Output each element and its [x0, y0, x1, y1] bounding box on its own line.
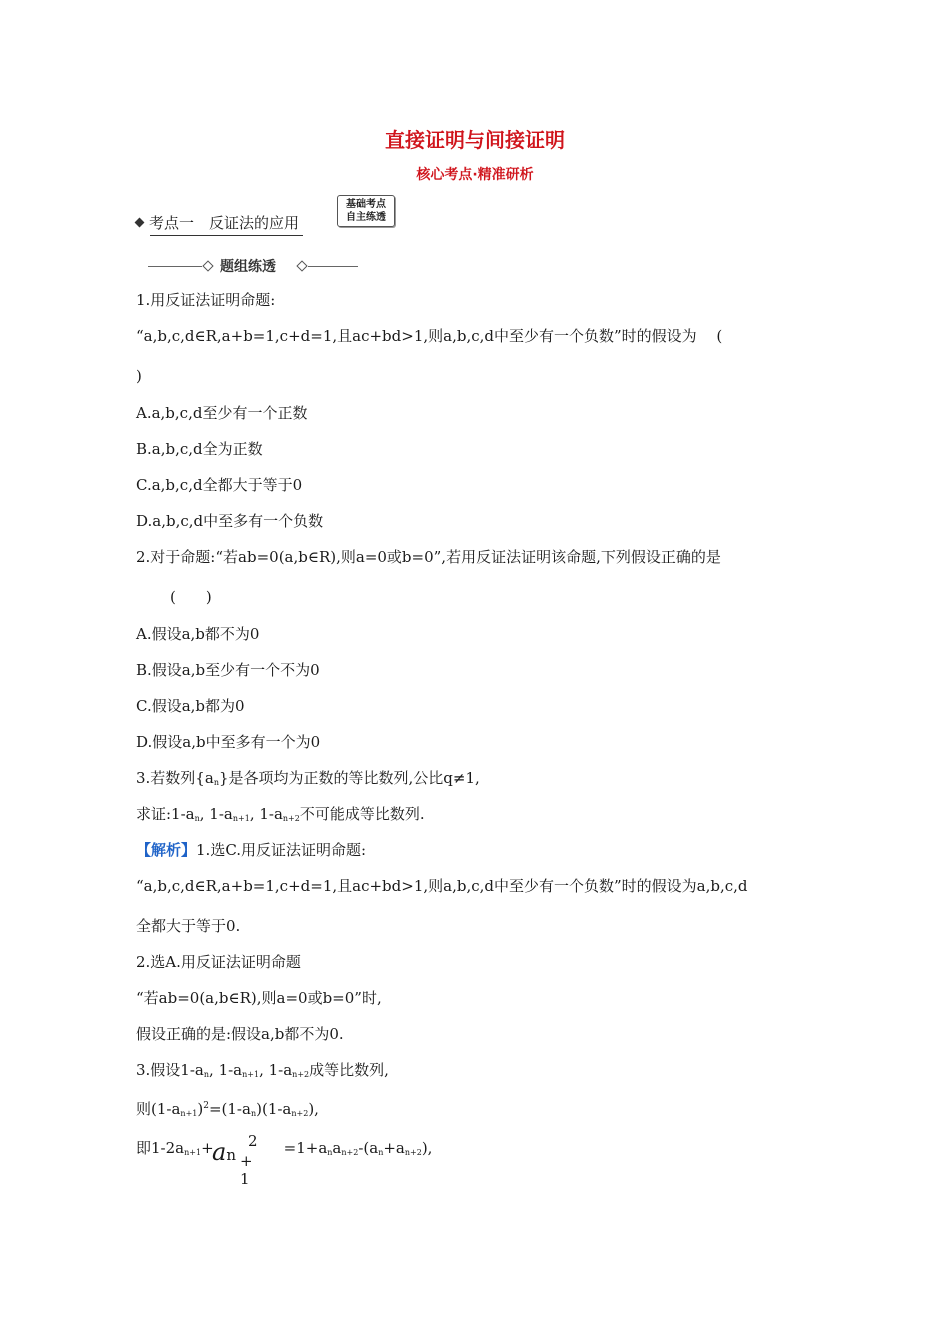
- q1-option-b: B.a,b,c,d全为正数: [136, 440, 263, 458]
- q3-stem: [136, 768, 480, 793]
- diamond-right-icon: [296, 260, 307, 271]
- q1-stem: 1.用反证法证明命题:: [136, 291, 276, 309]
- answer-2-line-3: 假设正确的是:假设a,b都不为0.: [136, 1025, 344, 1043]
- q1-option-c: C.a,b,c,d全都大于等于0: [136, 476, 303, 494]
- q3-proof-part2: 不可能成等比数列.: [299, 805, 425, 823]
- stamp-line-1: 基础考点: [346, 199, 386, 210]
- diamond-left-icon: [202, 260, 213, 271]
- section-rule-left: [148, 266, 202, 267]
- q3-stem-part2: }是各项均为正数的等比数列,公比q≠1,: [218, 769, 480, 787]
- q3-stem-sub: n: [213, 778, 219, 787]
- q3-stem-part1: 3.若数列{a: [136, 769, 214, 787]
- diamond-bullet-icon: [135, 218, 145, 228]
- answer-3-line-1: 3.假设$1-a_n$, $1-a_{n+1}$, $1-a_{n+2}$成等比数列,: [136, 1061, 389, 1079]
- q2-option-d: D.假设a,b中至多有一个为0: [136, 733, 321, 751]
- answer-2-line-2: “若ab=0(a,b∈R),则a=0或b=0”时,: [136, 989, 382, 1007]
- ans1-text: 1.选C.用反证法证明命题:: [196, 841, 367, 859]
- topic-underline: [150, 235, 303, 236]
- ans3-part2: 成等比数列,: [309, 1061, 389, 1079]
- q3-proof: 求证$:1-a_n$, $1-a_{n+1}$, $1-a_{n+2}$不可能成等比数列.: [136, 805, 425, 823]
- q1-option-a: A.a,b,c,d至少有一个正数: [136, 404, 308, 422]
- ans3-c-part2: =1+a: [283, 1139, 328, 1157]
- jiexi-tag: 【解析】: [136, 841, 197, 859]
- section-rule-right: [308, 266, 358, 267]
- ans3-c-part1: 即1-2a: [136, 1139, 185, 1157]
- answer-2-line-1: 2.选A.用反证法证明命题: [136, 953, 301, 971]
- q3-proof-part1: 求证:1-a: [136, 805, 195, 823]
- answer-3-line-3: 即$1-2a_{n+1}+ =1+a_na_{n+2}-(a_n+a_{n+2})$,: [136, 1139, 433, 1157]
- ans3-b-part1: 则(1-a: [136, 1100, 181, 1118]
- ans3-part1: 3.假设1-a: [136, 1061, 204, 1079]
- q1-option-d: D.a,b,c,d中至多有一个负数: [136, 512, 324, 530]
- q1-paren-close: ): [136, 367, 142, 385]
- q2-paren: ( ): [170, 588, 212, 606]
- q2-stem: 2.对于命题:“若ab=0(a,b∈R),则a=0或b=0”,若用反证法证明该命题,下列假设正确的是: [136, 548, 721, 566]
- math-a-n-plus-1-squared: an 2 + 1: [212, 1132, 258, 1188]
- answer-1-line-3: 全都大于等于0.: [136, 917, 241, 935]
- q2-option-b: B.假设a,b至少有一个不为0: [136, 661, 320, 679]
- topic-stamp: [337, 195, 395, 227]
- q2-option-c: C.假设a,b都为0: [136, 697, 245, 715]
- topic-heading: [136, 212, 299, 233]
- q1-body: “a,b,c,d∈R,a+b=1,c+d=1,且ac+bd>1,则a,b,c,d中至少有一个负数”时的假设为 (: [136, 327, 723, 345]
- answer-1-line-2: “a,b,c,d∈R,a+b=1,c+d=1,且ac+bd>1,则a,b,c,d中至少有一个负数”时的假设为a,b,c,d: [136, 877, 748, 895]
- q2-option-a: A.假设a,b都不为0: [136, 625, 260, 643]
- page-subtitle: 核心考点·精准研析: [416, 167, 534, 183]
- answer-1-line-1: [136, 840, 366, 860]
- section-label: 题组练透: [220, 259, 276, 275]
- stamp-line-2: 自主练透: [346, 212, 386, 223]
- section-divider: [148, 256, 358, 276]
- topic-label: 考点一 反证法的应用: [149, 214, 300, 232]
- answer-3-line-2: 则$(1-a_{n+1})^2=(1-a_n)(1-a_{n+2})$,: [136, 1100, 319, 1118]
- page-title: 直接证明与间接证明: [385, 128, 565, 152]
